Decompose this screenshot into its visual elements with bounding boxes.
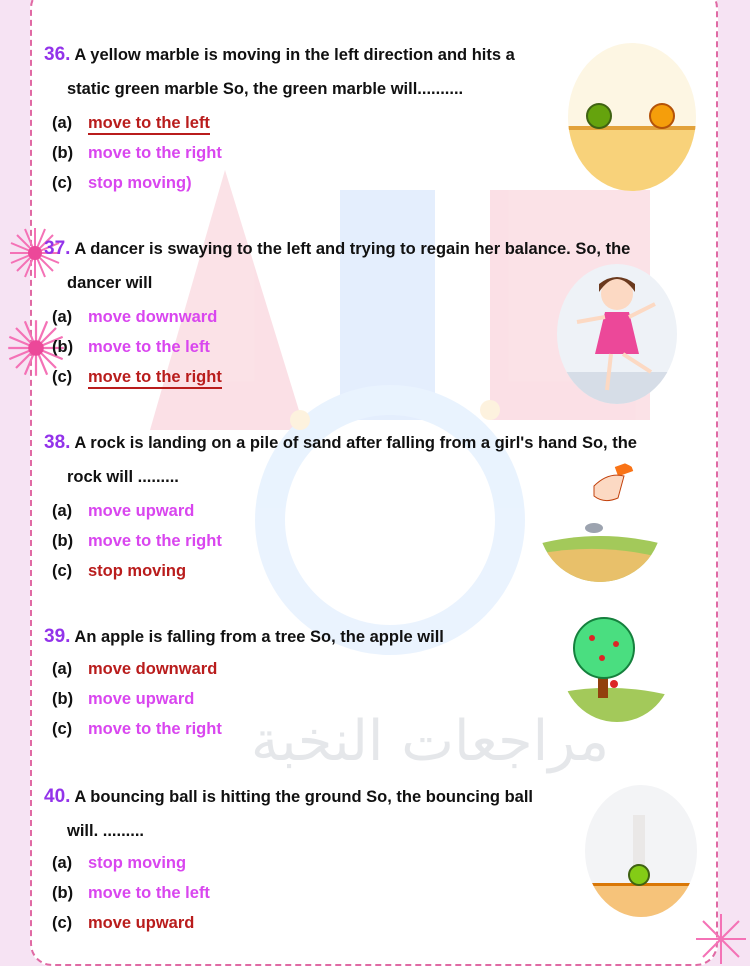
option-letter: (a) [52, 854, 73, 872]
option-b[interactable] [52, 884, 210, 903]
option-letter: (b) [52, 690, 74, 708]
question-text: A bouncing ball is hitting the ground So, the bouncing ball [74, 788, 534, 806]
option-text: stop moving) [88, 174, 192, 192]
hand-rock-icon [538, 458, 663, 583]
option-c[interactable] [52, 562, 186, 581]
option-text: move to the left [88, 884, 210, 902]
watermark-arabic: مراجعات النخبة [250, 709, 610, 774]
option-letter: (a) [52, 114, 73, 132]
question-text-continued: will. ......... [67, 822, 145, 840]
option-text: stop moving [88, 562, 187, 580]
question-text-continued: static green marble So, the green marble will.......... [67, 80, 464, 98]
option-a[interactable] [52, 308, 217, 327]
option-c[interactable] [52, 174, 192, 193]
option-letter: (a) [52, 308, 73, 326]
option-b[interactable] [52, 338, 210, 357]
option-c[interactable] [52, 914, 194, 933]
option-letter: (b) [52, 884, 74, 902]
option-text: move to the left [88, 114, 210, 135]
option-text: move to the right [88, 720, 222, 738]
option-b[interactable] [52, 532, 222, 551]
option-text: move to the right [88, 144, 222, 162]
option-letter: (b) [52, 338, 74, 356]
question-number: 37. [44, 238, 71, 259]
option-letter: (c) [52, 562, 73, 580]
question-text: A yellow marble is moving in the left direction and hits a [74, 46, 515, 64]
question-number: 40. [44, 786, 71, 807]
option-text: move to the left [88, 338, 210, 356]
option-text: move to the right [88, 532, 222, 550]
question-text: An apple is falling from a tree So, the apple will [74, 628, 444, 646]
question-text-continued: dancer will [67, 274, 153, 292]
question-number: 36. [44, 44, 71, 65]
option-letter: (c) [52, 174, 73, 192]
option-letter: (c) [52, 368, 73, 386]
dancer-icon [555, 262, 680, 407]
bouncing-ball-icon [585, 785, 697, 917]
option-a[interactable] [52, 502, 194, 521]
option-text: stop moving [88, 854, 187, 872]
option-letter: (a) [52, 660, 73, 678]
option-a[interactable] [52, 114, 210, 133]
option-c[interactable] [52, 720, 222, 739]
option-b[interactable] [52, 690, 194, 709]
option-text: move downward [88, 660, 218, 678]
option-letter: (b) [52, 144, 74, 162]
option-text: move upward [88, 502, 195, 520]
option-text: move to the right [88, 368, 222, 389]
option-a[interactable] [52, 854, 186, 873]
question-number: 39. [44, 626, 71, 647]
question-text-continued: rock will ......... [67, 468, 179, 486]
question-number: 38. [44, 432, 71, 453]
option-text: move upward [88, 690, 195, 708]
starburst-icon [694, 912, 748, 966]
option-text: move upward [88, 914, 195, 932]
question-text: A rock is landing on a pile of sand after falling from a girl's hand So, the [74, 434, 637, 452]
option-c[interactable] [52, 368, 222, 387]
question-text: A dancer is swaying to the left and trying to regain her balance. So, the [74, 240, 631, 258]
option-text: move downward [88, 308, 218, 326]
option-letter: (c) [52, 720, 73, 738]
option-letter: (c) [52, 914, 73, 932]
option-a[interactable] [52, 660, 217, 679]
marbles-icon [566, 42, 698, 192]
option-letter: (b) [52, 532, 74, 550]
option-letter: (a) [52, 502, 73, 520]
apple-tree-icon [562, 612, 672, 722]
option-b[interactable] [52, 144, 222, 163]
